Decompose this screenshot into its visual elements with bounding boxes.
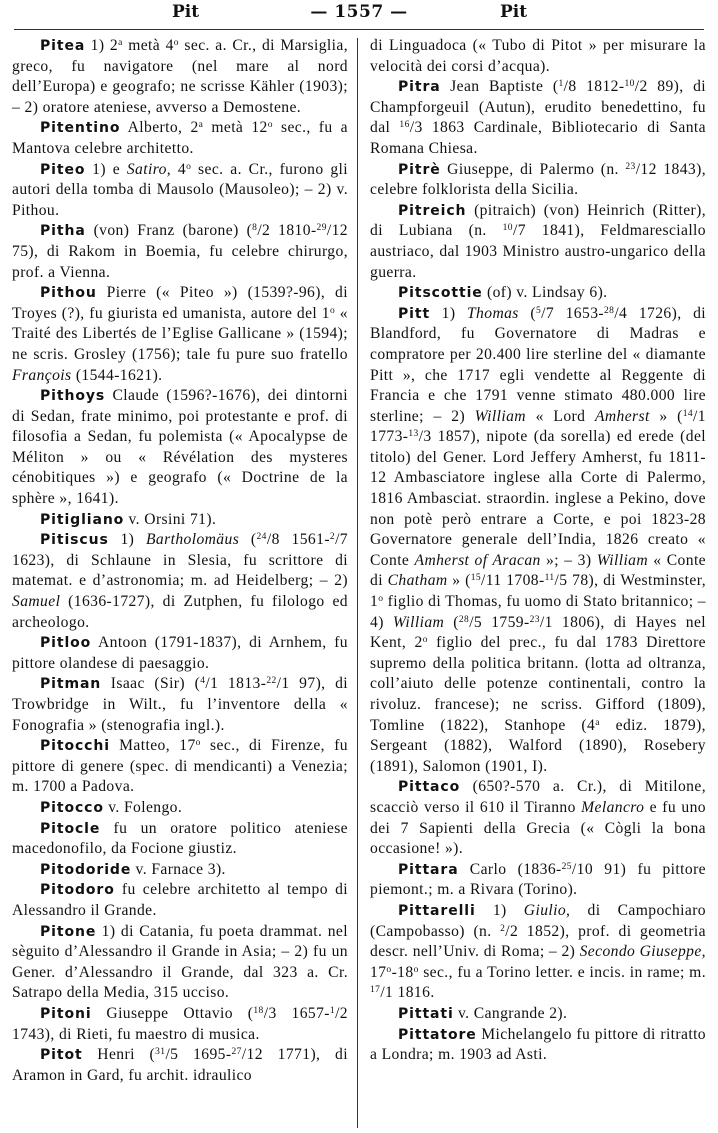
entry-text: sec., fu a Mantova celebre architetto. [12,119,348,157]
entry-text: fu celebre architetto al tempo di Alessandro il Grande. [12,881,348,919]
entry-pitiscus [12,530,348,633]
entry-text: /3 1863 Cardinale, Bibliotecario di Santa Romana Chiesa. [370,119,706,157]
entry-headword: Pitt [398,305,431,322]
entry-text: »; – 3) [540,551,597,569]
entry-text: Alberto, 2 [120,119,199,137]
entry-text: /10 91) fu pittore piemont.; m. a Rivara (Torino). [370,860,706,899]
entry-headword: Pitscottie [398,285,483,302]
entry-text: ( [444,613,459,631]
entry-headword: Pitoni [40,1005,92,1022]
entry-headword: Pitigliano [40,511,125,528]
entry-pitoni [12,1004,348,1045]
entry-text: /5 78), di Westminster, 1 [370,572,707,611]
entry-headword: Pitloo [40,635,92,652]
entry-text: 1) di Catania, fu poeta drammat. nel sèguito d’Alessandro il Grande in Asia; – 2) fu un Gener. d’Alessandro il Grande, dal 323 a. Cr. Satrapo della Media, 315 ucciso. [12,922,348,1002]
entry-text: v. Cangrande 2). [453,1004,568,1022]
entry-pitocle [12,819,348,860]
entry-text: 1) [108,531,146,549]
entry-text: /7 1653- [541,304,604,322]
entry-text: (von) Franz (barone) ( [85,222,253,240]
entry-text: e fu uno dei 7 Sapienti della Grecia (« Cògli la bona occasione! »). [370,798,706,858]
superscript: o [186,161,192,172]
entry-pittati [370,1004,706,1025]
entry-headword: Pittara [398,861,459,878]
entry-text: /1 97), di Trowbridge in Wilt., fu l’inventore della « Fonografia » (stenografia ingl.). [12,675,349,734]
entry-text: /2 89), di Champforgeuil (Autun), erudito benedettino, fu dal [370,78,707,137]
superscript: 1 [329,1005,336,1016]
italic-text: William [392,613,445,631]
entry-headword: Pittati [398,1005,454,1022]
entry-pithoys [12,386,348,510]
entry-text: /2 1810- [257,222,317,240]
entry-pitocco [12,798,348,819]
entry-text: fu un oratore politico ateniese macedonofilo, da Focione giustiz. [12,819,348,858]
entry-headword: Pitrè [398,161,441,178]
entry-text: /3 1657- [263,1004,330,1022]
left-column [12,36,348,1086]
entry-piteo [12,160,348,222]
entry-headword: Pitman [40,676,102,693]
superscript: o [173,38,179,48]
superscript: 13 [408,429,419,440]
entry-text: Matteo, 17 [109,737,196,755]
entry-pittaco [370,777,706,859]
entry-text: ( [518,304,536,322]
entry-text: 1) e [85,160,127,178]
entry-text: /1 1806), di Hayes nel Kent, 2 [370,613,707,652]
entry-text: (of) v. Lindsay 6). [482,284,608,302]
entry-text: sec., fu a Torino letter. e incis. in rame; m. [418,963,706,981]
superscript: a [118,38,123,48]
superscript: 14 [682,408,694,419]
entry-text: /8 1812- [563,78,625,96]
entry-text: (1544-1621). [71,366,163,384]
entry-text: /2 1743), di Rieti, fu maestro di musica. [12,1004,348,1043]
italic-text: Chatham [387,572,448,590]
entry-text: « Conte di [370,551,707,590]
entry-text: Pierre (« Piteo ») (1539?-96), di Troyes (?), fu giurista ed umanista, autore del 1 [12,284,348,322]
superscript: 31 [155,1047,166,1058]
superscript: o [413,964,419,975]
entry-text: ediz. 1879), Sergeant (1882), Walford (1890), Rosebery (1891), Salomon (1901, I). [370,716,706,775]
italic-text: Amherst of Aracan [414,551,541,569]
superscript: o [195,738,201,749]
entry-headword: Pithoys [40,388,106,405]
entry-pitot-cont [370,36,706,77]
entry-pitre [370,160,706,201]
entry-headword: Pitea [40,38,86,54]
entry-text: Antoon (1791-1837), di Arnhem, fu pittore olandese di paesaggio. [12,634,348,672]
superscript: 28 [604,305,615,316]
entry-pitman [12,674,348,736]
italic-text: Bartholomäus [146,531,240,549]
entry-headword: Pittaco [398,779,461,796]
page-number: — 1557 — [310,2,408,22]
superscript: o [378,594,384,605]
entry-headword: Pittatore [398,1026,477,1043]
entry-pitodoride [12,860,348,881]
entry-text: Carlo (1836- [458,860,562,878]
entry-headword: Pitone [40,923,97,940]
entry-text: /1 1773- [370,407,706,446]
entry-text: 1) 2 [85,37,119,54]
superscript: 17 [370,985,381,996]
entry-headword: Pitocchi [40,738,110,755]
entry-headword: Pitodoro [40,882,115,899]
entry-text: 4 [171,160,187,178]
entry-headword: Pitot [40,1047,83,1064]
entry-pitot [12,1045,348,1086]
superscript: 2 [329,532,336,543]
entry-text: figlio del prec., fu dal 1783 Direttore supremo della politica britann. (lotta ad oltranza, coll’aiuto delle potenze continentali, contro la rivoluz. francese); ne scriss. Gifford (1809), Tomline (1822), Stanhope (4 [370,634,707,734]
entry-text: (650?-570 a. Cr.), di Mitilone, scacciò verso il 610 il Tiranno [370,778,706,816]
italic-text: William [596,551,649,569]
entry-text: /7 1623), di Schlaune in Slesia, fu scrittore di matemat. e d’astronomia; m. ad Heidelberg; – 2) [12,531,349,590]
superscript: o [386,964,392,975]
entry-text: v. Folengo. [103,798,183,816]
entry-headword: Pitha [40,223,86,240]
entry-pitocchi [12,736,348,798]
entry-text: /1 1816. [380,984,435,1002]
entry-text: » ( [447,572,471,590]
superscript: o [330,305,336,316]
entry-text: /5 1695- [165,1046,232,1064]
entry-pitloo [12,633,348,674]
entry-text: « Traité des Libertés de l’Eglise Gallicane » (1594); ne scris. Grosley (1756); tale fu pure suo fratello [12,304,348,363]
superscript: 25 [561,861,572,872]
italic-text: Satiro, [126,160,172,178]
entry-pitscottie [370,283,706,304]
entry-text: /1 1813- [205,675,267,693]
superscript: 23 [625,161,636,172]
italic-text: Giulio, [523,901,571,919]
entry-text: » ( [649,407,683,425]
column-divider [357,38,358,1128]
entry-text: /12 75), di Rakom in Boemia, fu celebre chirurgo, prof. a Vienna. [12,222,348,281]
superscript: 27 [231,1047,242,1058]
running-header [0,2,718,28]
italic-text: Secondo Giuseppe, [579,943,706,961]
entry-text: figlio di Thomas, fu uomo di Stato britannico; – 4) [370,593,706,631]
entry-text: /2 1852), prof. di geometria descr. nell’Univ. di Roma; – 2) [370,922,706,961]
superscript: 5 [535,305,542,316]
entry-pitone [12,922,348,1004]
entry-text: metà 12 [203,119,268,137]
entry-headword: Pittarelli [398,902,476,919]
entry-text: /4 1726), di Blandford, fu Governatore di Madras e compratore per 20.400 lire sterline del « diamante Pitt », che 1717 egli vendette al Reggente di Francia e che 1791 venne stimato 480.000 lire sterline; – 2) [370,304,706,425]
superscript: 22 [266,676,277,687]
header-right-word: Pit [500,2,528,22]
entry-pitigliano [12,510,348,531]
entry-headword: Pitodoride [40,861,132,878]
entry-text: sec. a. Cr., di Marsiglia, greco, fu navigatore (nel mare al nord dell’Europa) e geografo; ne scrisse Kähler (1903); – 2) oratore ateniese, avverso a Demostene. [12,37,348,116]
superscript: 4 [200,676,206,687]
entry-text: (1636-1727), di Zutphen, fu filologo ed archeologo. [12,593,348,631]
entry-pittarelli [370,901,706,1004]
entry-text: metà 4 [122,37,174,54]
superscript: 18 [253,1005,264,1016]
entry-headword: Pitra [398,79,441,96]
entry-text: /12 1843), celebre folklorista della Sicilia. [370,160,706,199]
entry-text: Henri ( [82,1046,156,1064]
entry-headword: Pitocco [40,799,104,816]
superscript: o [267,120,273,131]
italic-text: William [474,407,526,425]
entry-text: /11 1708- [481,572,545,590]
entry-text: /7 1841), Feldmaresciallo austriaco, dal 1903 Ministro austro-ungarico della guerra. [370,222,706,281]
superscript: 28 [458,614,470,625]
header-left-word: Pit [172,2,200,22]
entry-text: Giuseppe, di Palermo (n. [440,160,626,178]
entry-headword: Pitocle [40,820,101,837]
header-rule [14,29,704,30]
superscript: 1 [558,79,564,90]
entry-text: 17 [370,963,387,981]
entry-headword: Pitiscus [40,532,109,549]
superscript: 8 [252,223,258,234]
entry-pitea [12,36,348,118]
entry-headword: Piteo [40,161,86,178]
right-column [370,36,706,1066]
entry-headword: Pithou [40,285,97,302]
italic-text: Amherst [594,407,650,425]
entry-text: /12 1771), di Aramon in Gard, fu archit. idraulico [12,1046,348,1084]
entry-pitodoro [12,880,348,921]
entry-headword: Pitentino [40,120,121,137]
superscript: 10 [502,223,513,234]
entry-pitt [370,304,706,778]
italic-text: François [12,366,72,384]
superscript: a [198,120,204,131]
italic-text: Thomas [466,304,519,322]
superscript: 2 [500,923,506,934]
entry-text: /3 1857), nipote (da sorella) ed erede (del titolo) del Gener. Lord Jeffery Amherst, fu 1811-12 Ambasciatore inglese alla Corte di Palermo, 1816 Ambasciat. straordin. inglese a Pekino, dove non potè però entrare a Corte, e poi 1823-28 Governatore generale dell’India, 1826 creato « Conte [370,428,706,569]
entry-text: Michelangelo fu pittore di ritratto a Londra; m. 1903 ad Asti. [370,1025,706,1064]
entry-text: v. Orsini 71). [124,510,217,528]
superscript: a [595,717,600,728]
superscript: 29 [316,223,327,234]
entry-text: di Campochiaro (Campobasso) (n. [370,901,707,940]
entry-text: Jean Baptiste ( [440,78,559,96]
entry-headword: Pitreich [398,202,467,219]
entry-text: sec., di Firenze, fu pittore di genere (spec. di mendicanti) a Venezia; m. 1700 a Padova. [12,737,348,796]
entry-text: /8 1561- [266,531,330,549]
entry-pitha [12,221,348,283]
entry-text: Claude (1596?-1676), dei dintorni di Sedan, frate minimo, poi protestante e prof. di filosofia a Sedan, fu polemista (« Apocalypse de Méliton » ou « Révélation des mysteres cénobitiques ») e geografo (« Doctrine de la sphère », 1641). [12,387,348,508]
superscript: o [422,635,428,646]
entry-text: ( [239,531,257,549]
italic-text: Melancro [581,798,645,816]
entry-text: 1) [475,901,524,919]
entry-text: Isaac (Sir) ( [101,675,201,693]
entry-text: v. Farnace 3). [131,860,226,878]
entry-pittatore [370,1025,706,1066]
entry-text: « Lord [525,407,595,425]
entry-pitra [370,77,706,159]
superscript: 15 [470,573,481,584]
entry-pithou [12,283,348,386]
superscript: 23 [529,614,540,625]
entry-text: (pitraich) (von) Heinrich (Ritter), di Lubiana (n. [370,201,706,240]
superscript: 10 [624,79,635,90]
superscript: 24 [256,532,267,543]
superscript: 11 [544,573,555,584]
italic-text: Samuel [12,593,61,611]
entry-text: 1) [430,304,467,322]
entry-text: /5 1759- [469,613,530,631]
entry-text: sec. a. Cr., furono gli autori della tomba di Mausolo (Mausoleo); – 2) v. Pithou. [12,160,348,219]
superscript: 16 [399,120,410,131]
entry-pitentino [12,118,348,159]
entry-text: Giuseppe Ottavio ( [91,1004,254,1022]
entry-text: di Linguadoca (« Tubo di Pitot » per misurare la velocità dei corsi d’acqua). [370,37,706,75]
entry-pittara [370,860,706,901]
entry-pitreich [370,201,706,283]
entry-text: -18 [391,963,414,981]
